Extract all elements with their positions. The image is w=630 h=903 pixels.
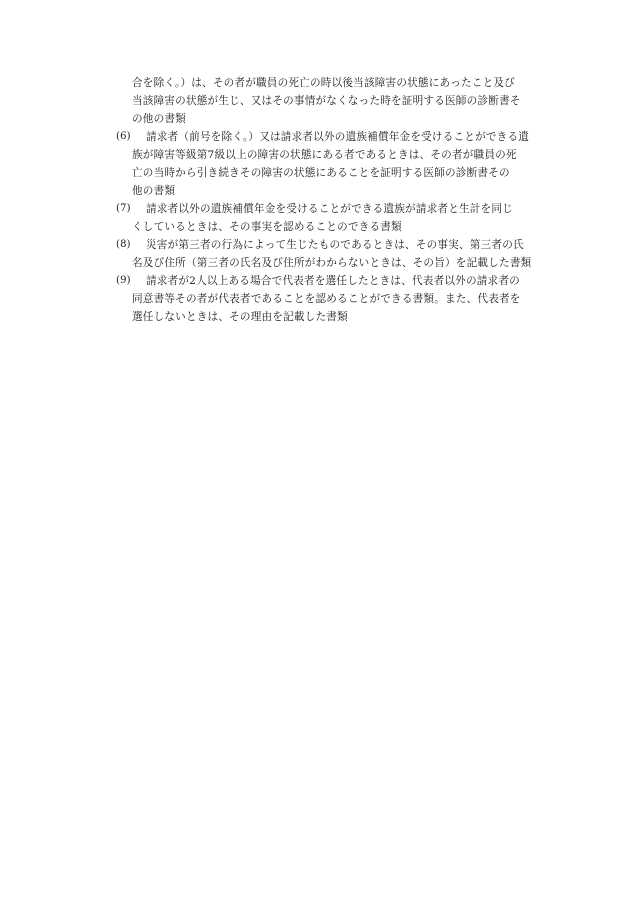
- list-item-9: [116, 272, 521, 326]
- document-body: [116, 74, 532, 326]
- item-number: (9): [116, 275, 131, 286]
- text-line: 他の書類: [132, 185, 176, 197]
- text-line: 当該障害の状態が生じ、又はその事情がなくなった時を証明する医師の診断書そ: [132, 95, 521, 107]
- text-line: 亡の当時から引き続きその障害の状態にあることを証明する医師の診断書その: [132, 167, 510, 179]
- list-item-7: [116, 200, 516, 236]
- text-line: 請求者（前号を除く。）又は請求者以外の遺族補償年金を受けることができる遺: [146, 131, 530, 143]
- text-line: 請求者が2人以上ある場合で代表者を選任したときは、代表者以外の請求者の: [146, 275, 520, 287]
- text-line: 同意書等その者が代表者であることを認めることができる書類。また、代表者を: [132, 293, 521, 305]
- text-line: くしているときは、その事実を認めることのできる書類: [132, 221, 402, 233]
- text-line: の他の書類: [132, 113, 186, 125]
- continuation-paragraph: [132, 74, 521, 128]
- text-line: 名及び住所（第三者の氏名及び住所がわからないときは、その旨）を記載した書類: [132, 257, 532, 269]
- list-item-6: [116, 128, 530, 200]
- item-number: (7): [116, 203, 131, 214]
- item-number: (8): [116, 239, 131, 250]
- text-line: 合を除く。）は、その者が職員の死亡の時以後当該障害の状態にあったこと及び: [132, 77, 515, 89]
- text-line: 族が障害等級第7級以上の障害の状態にある者であるときは、その者が職員の死: [132, 149, 517, 161]
- item-number: (6): [116, 131, 131, 142]
- text-line: 請求者以外の遺族補償年金を受けることができる遺族が請求者と生計を同じ: [146, 203, 513, 215]
- list-item-8: [116, 236, 532, 272]
- text-line: 選任しないときは、その理由を記載した書類: [132, 311, 348, 323]
- text-line: 災害が第三者の行為によって生じたものであるときは、その事実、第三者の氏: [146, 239, 524, 251]
